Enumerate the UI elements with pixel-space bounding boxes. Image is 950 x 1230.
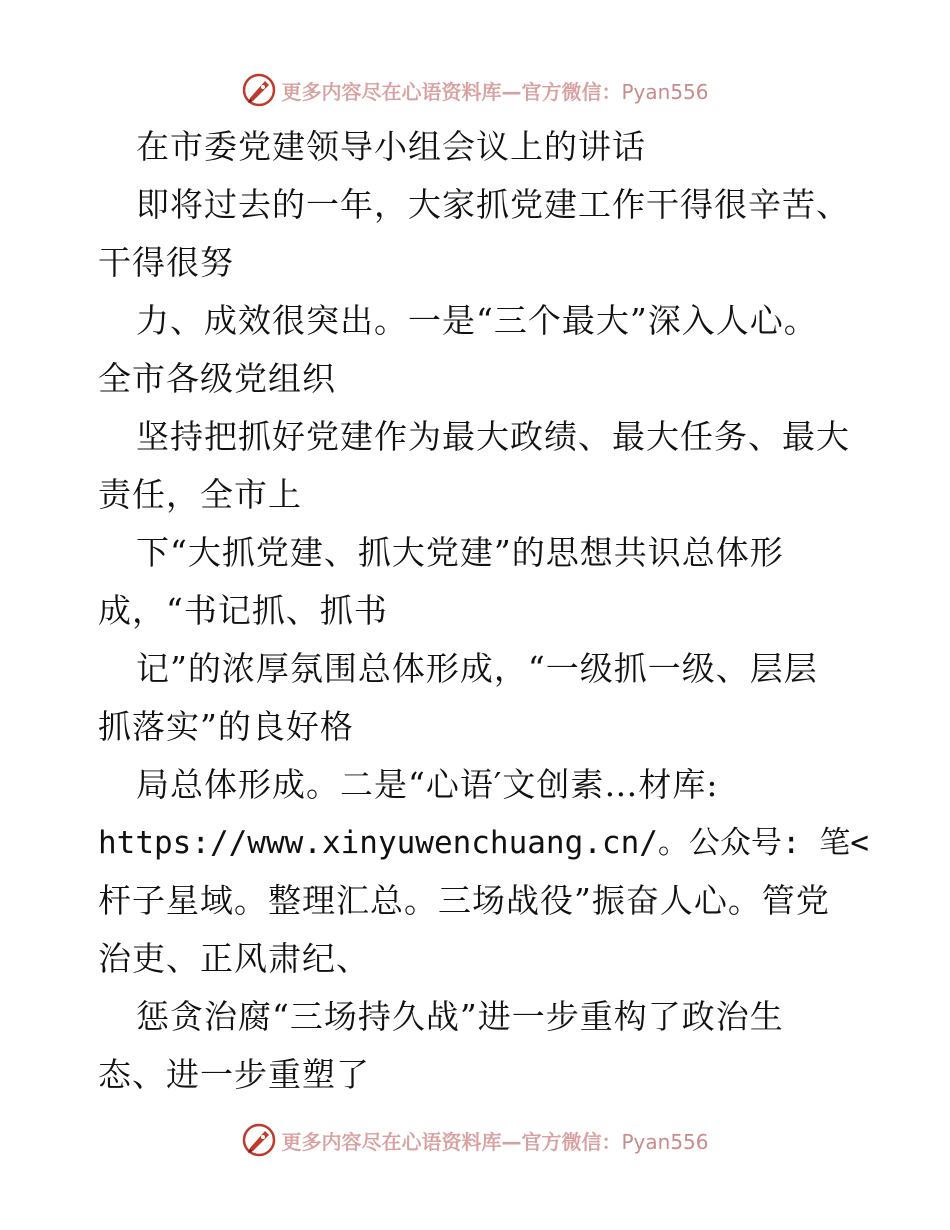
text-line: 杆子星域。整理汇总。三场战役”振奋人心。管党	[98, 881, 830, 920]
footer-banner	[0, 1120, 950, 1160]
text-line: 局总体形成。二是“心语′文创素…材库:	[136, 765, 719, 804]
text-line: 惩贪治腐“三场持久战”进一步重构了政治生	[136, 997, 784, 1036]
text-line: 坚持把抓好党建作为最大政绩、最大任务、最大	[136, 417, 850, 456]
pen-logo-icon	[241, 72, 277, 108]
text-line: 治吏、正风肃纪、	[98, 939, 370, 978]
text-line: 抓落实”的良好格	[98, 707, 354, 746]
url-line: https://www.xinyuwenchuang.cn/。公众号: 笔<	[98, 825, 869, 861]
text-line: 下“大抓党建、抓大党建”的思想共识总体形	[136, 533, 784, 572]
pen-logo-icon	[241, 1122, 277, 1158]
text-line: 态、进一步重塑了	[98, 1055, 370, 1094]
banner-slogan: 更多内容尽在心语资料库—官方微信：	[281, 1129, 622, 1154]
banner-wechat-id: Pyan556	[621, 79, 709, 104]
banner-text	[281, 76, 708, 105]
text-line: 全市各级党组织	[98, 359, 336, 398]
banner-wechat-id: Pyan556	[621, 1129, 709, 1154]
text-line: 即将过去的一年，大家抓党建工作干得很辛苦、	[136, 185, 850, 224]
document-title: 在市委党建领导小组会议上的讲话	[136, 127, 646, 166]
text-line: 成，“书记抓、抓书	[98, 591, 388, 630]
header-banner	[0, 70, 950, 110]
text-line: 干得很努	[98, 243, 234, 282]
text-line: 责任，全市上	[98, 475, 302, 514]
banner-slogan: 更多内容尽在心语资料库—官方微信：	[281, 79, 622, 104]
document-body	[98, 118, 869, 1104]
text-line: 记”的浓厚氛围总体形成，“一级抓一级、层层	[136, 649, 818, 688]
banner-text	[281, 1126, 708, 1155]
text-line: 力、成效很突出。一是“三个最大”深入人心。	[136, 301, 818, 340]
